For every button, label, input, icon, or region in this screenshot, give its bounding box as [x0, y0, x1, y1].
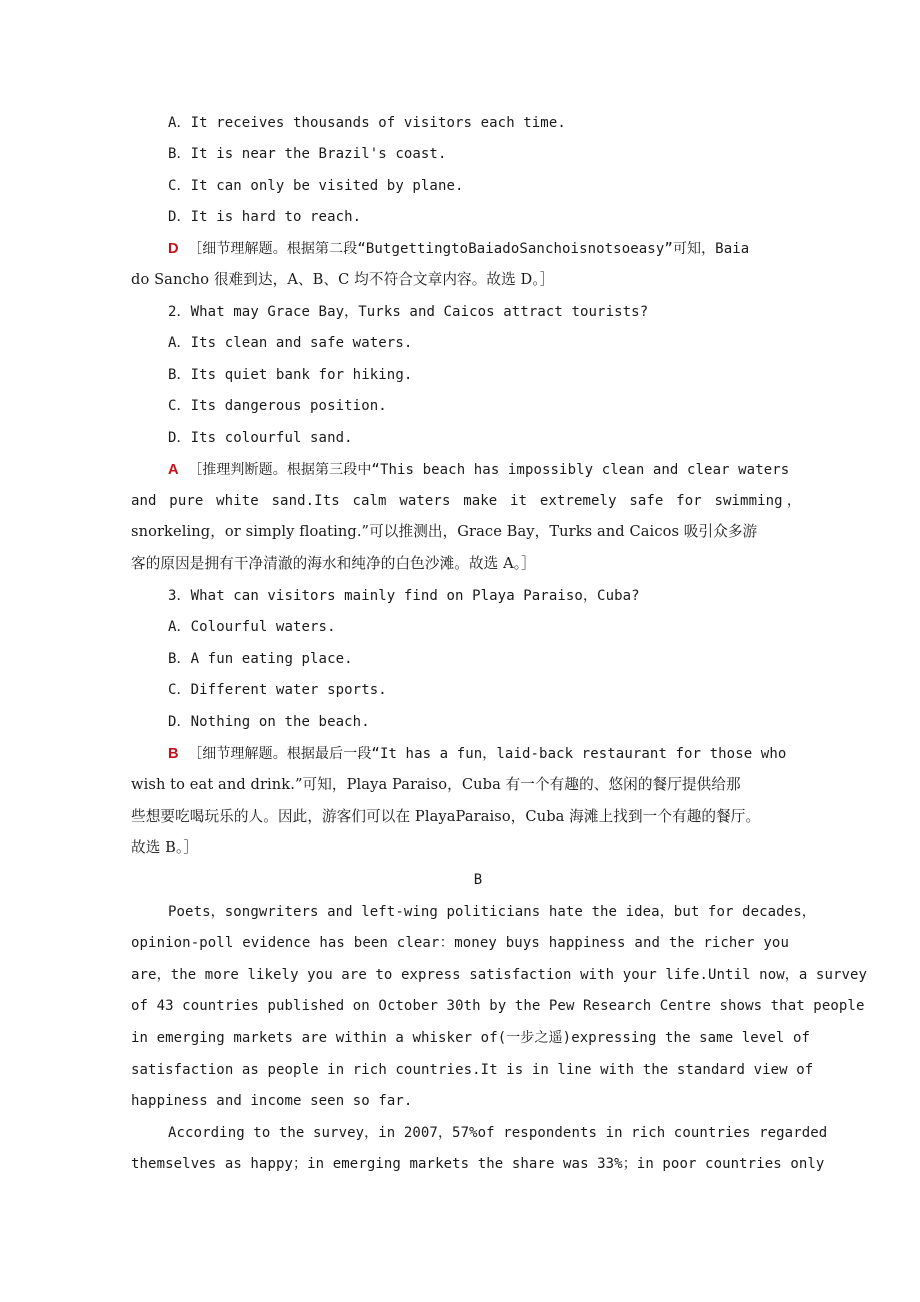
q2-explanation-line-2: and pure white sand.Its calm waters make it extremely safe for swimming， — [131, 493, 801, 509]
q2-answer-letter: A — [168, 462, 179, 478]
q2-option-d: D．Its colourful sand. — [168, 430, 353, 446]
q3-explanation-line-2: wish to eat and drink.”可知，Playa Paraiso，Cuba 有一个有趣的、悠闲的餐厅提供给那 — [131, 776, 741, 793]
q3-option-d: D．Nothing on the beach. — [168, 714, 370, 730]
q2-option-b: B．Its quiet bank for hiking. — [168, 367, 413, 383]
q2-option-a: A．Its clean and safe waters. — [168, 335, 413, 351]
q2-explanation-line-4: 客的原因是拥有干净清澈的海水和纯净的白色沙滩。故选 A。］ — [131, 555, 536, 572]
paragraph-1-line-5: in emerging markets are within a whisker of(一步之遥)expressing the same level of — [131, 1030, 810, 1046]
q2-explanation-line-3: snorkeling，or simply floating.”可以推测出，Grace Bay，Turks and Caicos 吸引众多游 — [131, 523, 758, 540]
q1-explanation-line-2: do Sancho 很难到达，A、B、C 均不符合文章内容。故选 D。］ — [131, 271, 555, 288]
q3-explanation-line-3: 些想要吃喝玩乐的人。因此，游客们可以在 PlayaParaiso，Cuba 海滩上找到一个有趣的餐厅。 — [131, 808, 761, 825]
q3-explanation-text-1: ［细节理解题。根据最后一段“It has a fun，laid-back restaurant for those who — [188, 746, 787, 762]
q3-question: 3．What can visitors mainly find on Playa Paraiso，Cuba? — [168, 588, 640, 604]
paragraph-1-line-6: satisfaction as people in rich countries.It is in line with the standard view of — [131, 1062, 814, 1078]
paragraph-1-line-7: happiness and income seen so far. — [131, 1093, 413, 1109]
q1-option-c: C．It can only be visited by plane. — [168, 178, 464, 194]
q1-option-d: D．It is hard to reach. — [168, 209, 362, 225]
q1-option-a: A．It receives thousands of visitors each time. — [168, 115, 566, 131]
paragraph-1-line-1: Poets，songwriters and left-wing politicians hate the idea，but for decades， — [168, 904, 816, 920]
q3-option-a: A．Colourful waters. — [168, 619, 336, 635]
paragraph-1-line-3: are，the more likely you are to express satisfaction with your life.Until now，a survey — [131, 967, 868, 983]
q1-explanation-text-1: ［细节理解题。根据第二段“ButgettingtoBaiadoSanchoisnotsoeasy”可知，Baia — [188, 241, 750, 257]
q3-option-b: B．A fun eating place. — [168, 651, 353, 667]
paragraph-2-line-2: themselves as happy；in emerging markets the share was 33%；in poor countries only — [131, 1156, 825, 1172]
paragraph-1-line-2: opinion-poll evidence has been clear：money buys happiness and the richer you — [131, 935, 789, 951]
paragraph-2-line-1: According to the survey，in 2007，57%of respondents in rich countries regarded — [168, 1125, 828, 1141]
q3-explanation-line-1 — [168, 744, 786, 764]
paragraph-1-line-4: of 43 countries published on October 30th by the Pew Research Centre shows that people — [131, 998, 865, 1014]
q3-explanation-line-4: 故选 B。］ — [131, 839, 199, 856]
q2-explanation-line-1 — [168, 460, 789, 480]
q3-option-c: C．Different water sports. — [168, 682, 387, 698]
q2-option-c: C．Its dangerous position. — [168, 398, 387, 414]
q3-answer-letter: B — [168, 746, 179, 762]
q1-answer-letter: D — [168, 241, 179, 257]
q1-explanation-line-1 — [168, 239, 749, 259]
section-heading: B — [473, 872, 483, 888]
q2-question: 2．What may Grace Bay，Turks and Caicos attract tourists? — [168, 304, 649, 320]
q2-explanation-text-1: ［推理判断题。根据第三段中“This beach has impossibly clean and clear waters — [188, 462, 790, 478]
q1-option-b: B．It is near the Brazil's coast. — [168, 146, 447, 162]
